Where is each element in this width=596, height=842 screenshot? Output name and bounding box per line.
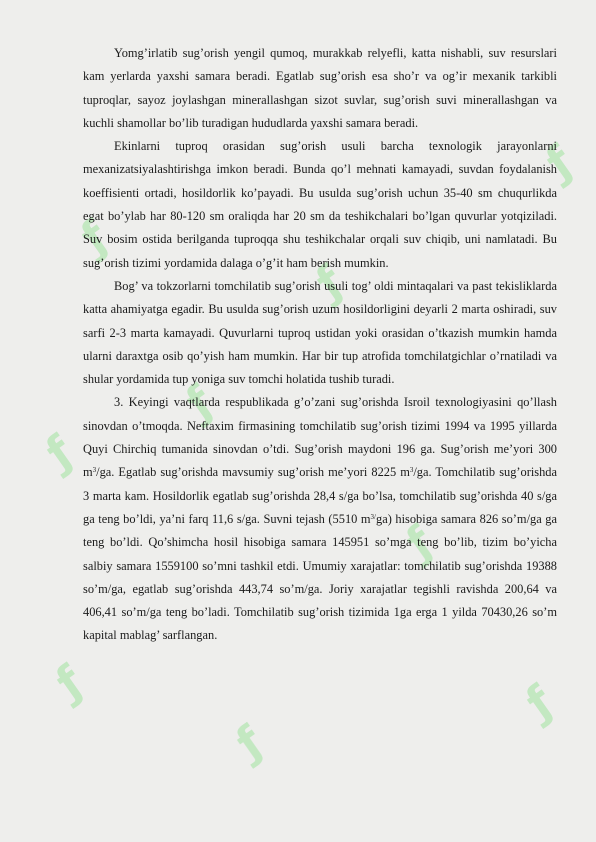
watermark-glyph: ƒ — [227, 716, 273, 770]
watermark-glyph: ƒ — [307, 256, 353, 310]
watermark-glyph: ƒ — [72, 211, 118, 265]
watermark-glyph: ƒ — [177, 376, 223, 430]
paragraph-subsurface-irrigation: Ekinlarni tuproq orasidan sug’orish usuli barcha texnologik jarayonlarni mexanizatsiyalashtirishga imkon beradi. Bunda qo’l mehnati kamayadi, suvdan foydalanish koeffisienti ortadi, hosildorlik ko’payadi. Bu usulda sug’orish uchun 35-40 sm chuqurlikda egat bo’ylab har 80-120 sm oraliqda har 20 sm da teshikchalari bo’lgan quvurlar yotqiziladi. Suv bosim ostida berilganda tuproqqa shu teshikchalar orqali suv chiqib, uni namlatadi. Bu sug’orish tizimi yordamida dalaga o’g’it ham berish mumkin. — [83, 139, 557, 270]
watermark-glyph: ƒ — [37, 426, 83, 480]
document-body — [83, 42, 557, 648]
paragraph-israeli-technology: 3. Keyingi vaqtlarda respublikada g’o’zani sug’orishda Isroil texnologiyasini qo’llash sinovdan o’tmoqda. Neftaxim firmasining tomchilatib sug’orish tizimi 1994 va 1995 yillarda Quyi Chirchiq tumanida sinovdan o’tdi. Sug’orish maydoni 196 ga. Sug’orish me’yori 300 $m^3/ga$. Egatlab sug’orishda mavsumiy sug’orish me’yori 8225 $m^3/ga$. Tomchilatib sug’orishda 3 marta kam. Hosildorlik egatlab sug’orishda 28,4 s/ga bo’lsa, tomchilatib sug’orishda 40 s/ga ga teng bo’ldi, ya’ni farq 11,6 s/ga. Suvni tejash (5510 $m^{3/}ga$) hisobiga samara 826 so’m/ga ga teng bo’ldi. Qo’shimcha hosil hisobiga samara 145951 so’mga teng bo’lib, tizim bo’yicha salbiy samara 1559100 so’mni tashkil etdi. Umumiy xarajatlar: tomchilatib sug’orishda 19388 so’m/ga, egatlab sug’orishda 443,74 so’m/ga. Joriy xarajatlar tegishli ravishda 200,64 va 406,41 so’m/ga teng bo’ladi. Tomchilatib sug’orish tizimida 1ga erga 1 yilda 70430,26 so’m kapital mablag’ sarflangan. — [83, 395, 558, 643]
watermark-glyph: ƒ — [397, 516, 443, 570]
watermark-glyph: ƒ — [537, 136, 583, 190]
paragraph-drip-irrigation-orchards: Bog’ va tokzorlarni tomchilatib sug’orish usuli tog’ oldi mintaqalari va past tekisliklarda katta ahamiyatga egadir. Bu usulda sug’orish uzum hosildorligini deyarli 2 marta oshiradi, suv sarfi 2-3 marta kamayadi. Quvurlarni tuproq ustidan yoki orasidan o’tkazish mumkin hamda ularni daraxtga osib qo’yish ham mumkin. Har bir tup atrofida tomchilatgichlar o’rnatiladi va shular yordamida tup yoniga suv tomchi holatida tushib turadi. — [83, 278, 557, 387]
paragraph-sprinkler-irrigation: Yomg’irlatib sug’orish yengil qumoq, murakkab relyefli, katta nishabli, suv resurslari kam yerlarda yaxshi samara beradi. Egatlab sug’orish esa sho’r va og’ir mexanik tarkibli tuproqlar, sayoz joylashgan minerallashgan sizot suvlar, sug’orish suvi minerallashgan va kuchli shamollar bo’lib turadigan hududlarda yaxshi samara beradi. — [83, 46, 557, 130]
watermark-glyph: ƒ — [517, 676, 563, 730]
watermark-glyph: ƒ — [47, 656, 93, 710]
